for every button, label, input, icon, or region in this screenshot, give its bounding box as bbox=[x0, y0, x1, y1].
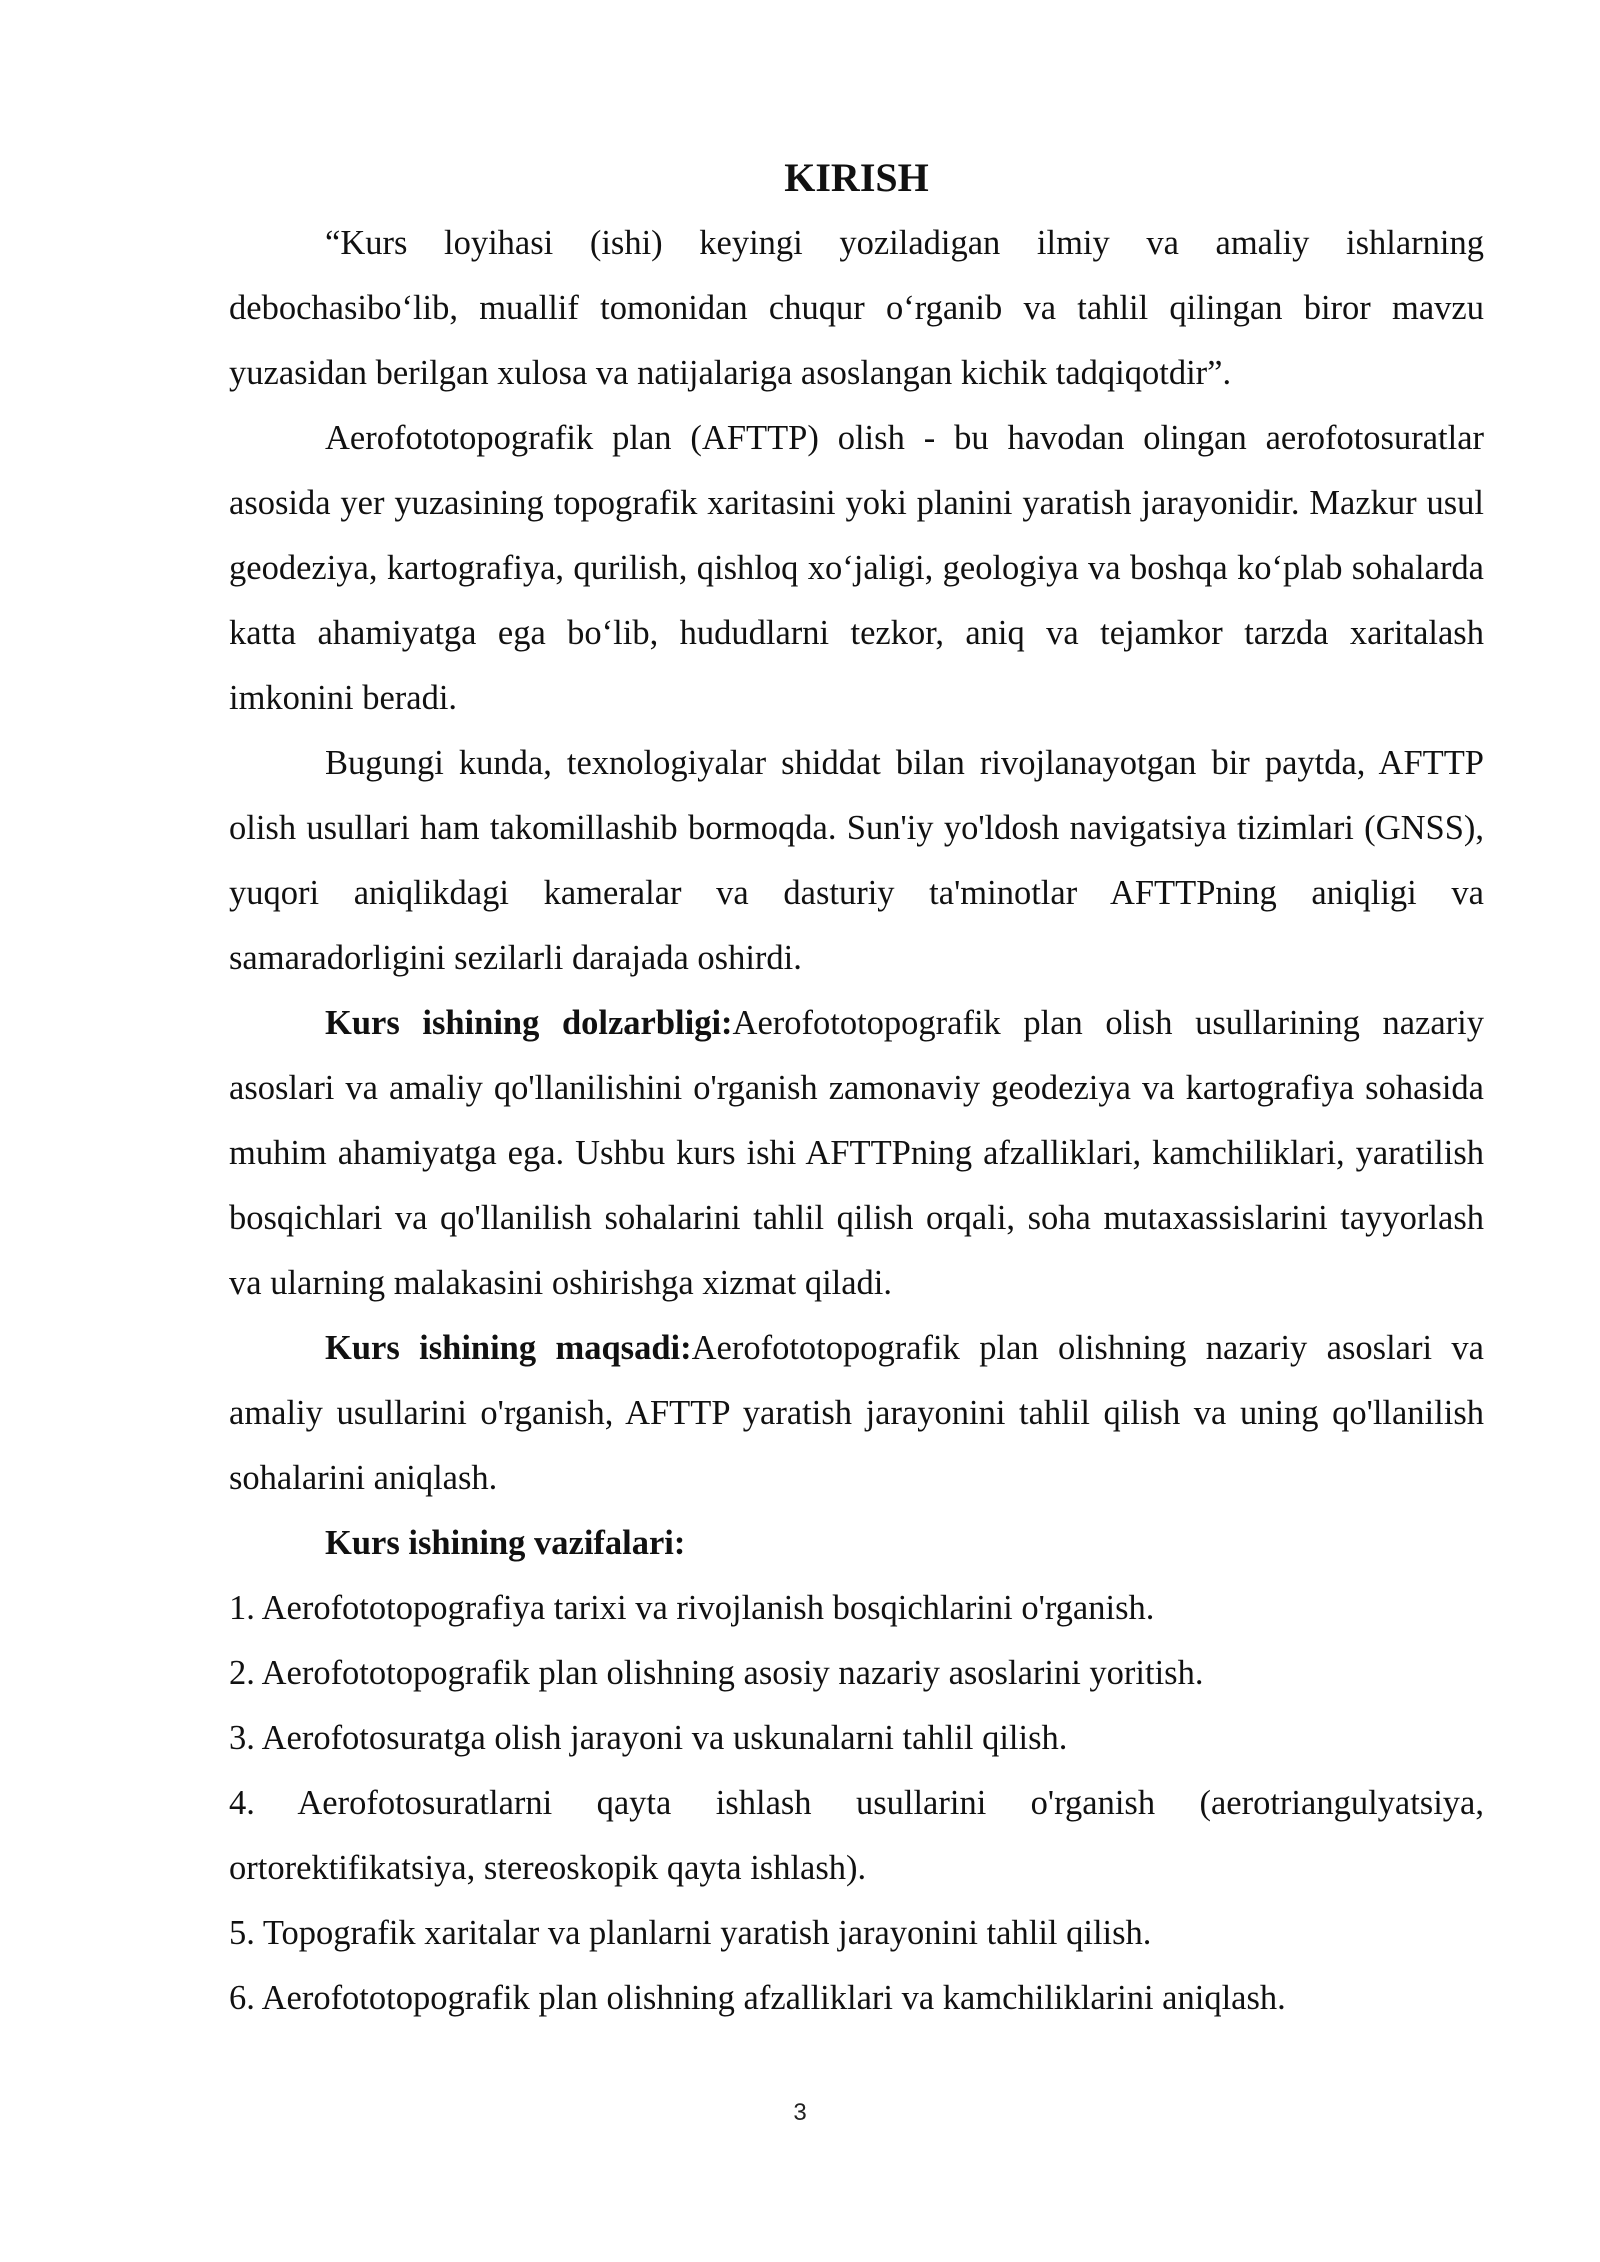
relevance-text: Aerofototopografik plan olish usullarining nazariy asoslari va amaliy qo'llanilishini o'rganish zamonaviy geodeziya va kartografiya sohasida muhim ahamiyatga ega. Ushbu kurs ishi AFTTPning afzalliklari, kamchiliklari, yaratilish bosqichlari va qo'llanilish sohalarini tahlil qilish orqali, soha mutaxassislarini tayyorlash va ularning malakasini oshirishga xizmat qiladi. bbox=[229, 1004, 1484, 1302]
relevance-label: Kurs ishining dolzarbligi: bbox=[325, 1004, 733, 1042]
list-item: 5. Topografik xaritalar va planlarni yaratish jarayonini tahlil qilish. bbox=[229, 1914, 1152, 1952]
goal-label: Kurs ishining maqsadi: bbox=[325, 1329, 692, 1367]
intro-paragraph-2: Aerofototopografik plan (AFTTP) olish - bu havodan olingan aerofotosuratlar asosida yer yuzasining topografik xaritasini yoki planini yaratish jarayonidir. Mazkur usul geodeziya, kartografiya, qurilish, qishloq xo‘jaligi, geologiya va boshqa ko‘plab sohalarda katta ahamiyatga ega bo‘lib, hududlarni tezkor, aniq va tejamkor tarzda xaritalash imkonini beradi. bbox=[229, 419, 1484, 717]
goal-paragraph bbox=[229, 1316, 1484, 1511]
list-item: 2. Aerofototopografik plan olishning asosiy nazariy asoslarini yoritish. bbox=[229, 1654, 1204, 1692]
list-item: 6. Aerofototopografik plan olishning afzalliklari va kamchiliklarini aniqlash. bbox=[229, 1979, 1286, 2017]
intro-paragraph-1: “Kurs loyihasi (ishi) keyingi yoziladigan ilmiy va amaliy ishlarning debochasibo‘lib, muallif tomonidan chuqur o‘rganib va tahlil qilingan biror mavzu yuzasidan berilgan xulosa va natijalariga asoslangan kichik tadqiqotdir”. bbox=[229, 224, 1484, 392]
page-content bbox=[229, 150, 1484, 2031]
list-item: 1. Aerofototopografiya tarixi va rivojlanish bosqichlarini o'rganish. bbox=[229, 1589, 1155, 1627]
tasks-list bbox=[229, 1576, 1484, 2031]
goal-text: Aerofototopografik plan olishning nazariy asoslari va amaliy usullarini o'rganish, AFTTP yaratish jarayonini tahlil qilish va uning qo'llanilish sohalarini aniqlash. bbox=[229, 1329, 1484, 1497]
list-item: 4. Aerofotosuratlarni qayta ishlash usullarini o'rganish (aerotriangulyatsiya, ortorektifikatsiya, stereoskopik qayta ishlash). bbox=[229, 1784, 1484, 1887]
page-title: KIRISH bbox=[784, 155, 929, 200]
page-number: 3 bbox=[793, 2099, 807, 2126]
list-item: 3. Aerofotosuratga olish jarayoni va uskunalarni tahlil qilish. bbox=[229, 1719, 1068, 1757]
relevance-paragraph bbox=[229, 991, 1484, 1316]
tasks-heading: Kurs ishining vazifalari: bbox=[325, 1524, 686, 1562]
intro-paragraph-3: Bugungi kunda, texnologiyalar shiddat bilan rivojlanayotgan bir paytda, AFTTP olish usullari ham takomillashib bormoqda. Sun'iy yo'ldosh navigatsiya tizimlari (GNSS), yuqori aniqlikdagi kameralar va dasturiy ta'minotlar AFTTPning aniqligi va samaradorligini sezilarli darajada oshirdi. bbox=[229, 744, 1484, 977]
